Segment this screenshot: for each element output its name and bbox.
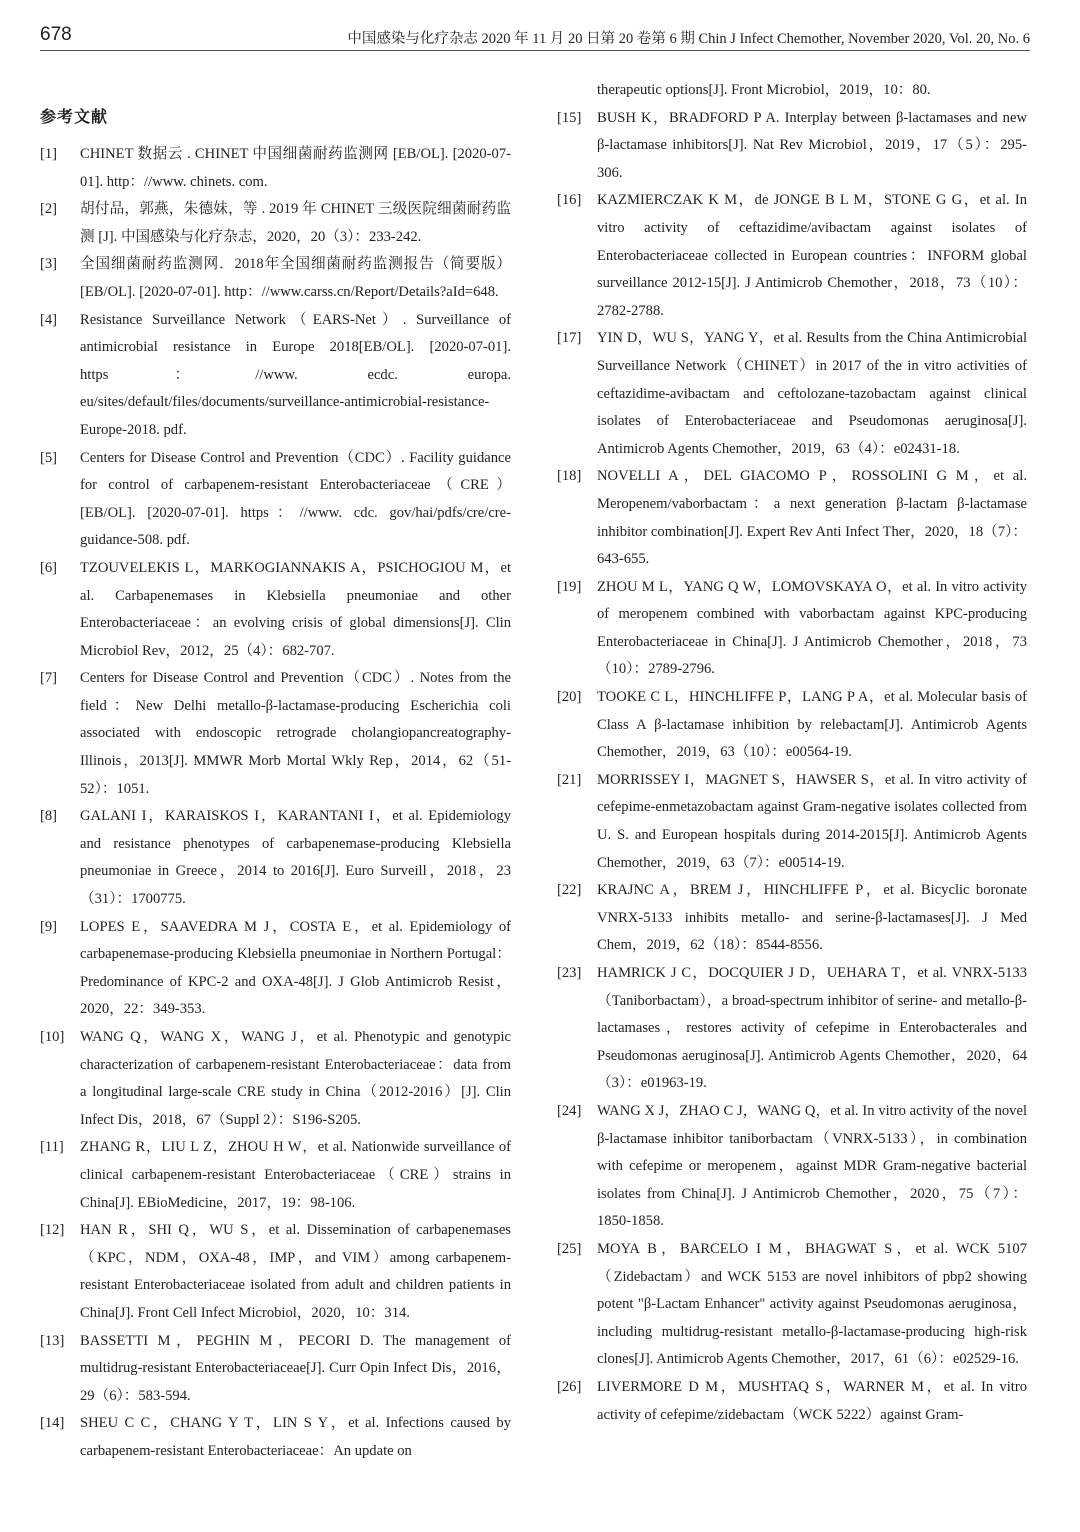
reference-text: NOVELLI A，DEL GIACOMO P，ROSSOLINI G M，et al. Meropenem/vaborbactam：a next generation β-lactam β-lactamase inhibitor combination[J]. Expert Rev Anti Infect Ther，2020，18（7）：643-655.: [597, 468, 1027, 568]
reference-number: [10]: [40, 1029, 65, 1045]
reference-text: WANG X J，ZHAO C J，WANG Q，et al. In vitro activity of the novel β-lactamase inhibitor taniborbactam（VNRX-5133），in combination with cefepime or meropenem，against MDR Gram-negative bacterial isolates from China[J]. J Antimicrob Chemother，2020，75（7）：1850-1858.: [597, 1102, 1027, 1230]
reference-number: [21]: [557, 771, 582, 788]
reference-number: [4]: [40, 311, 58, 328]
reference-item: [40, 1410, 511, 1465]
reference-item: [557, 325, 1027, 463]
reference-text: BASSETTI M，PEGHIN M，PECORI D. The management of multidrug-resistant Enterobacteriaceae[J]. Curr Opin Infect Dis，2016，29（6）：583-594.: [80, 1332, 511, 1404]
reference-item: [557, 1236, 1027, 1374]
reference-number: [9]: [40, 918, 58, 935]
reference-number: [5]: [40, 449, 58, 466]
references-heading: 参考文献: [40, 107, 109, 126]
reference-text: LIVERMORE D M，MUSHTAQ S，WARNER M，et al. In vitro activity of cefepime/zidebactam（WCK 5222）against Gram-: [597, 1378, 1027, 1423]
reference-text: 胡付品，郭燕，朱德妹，等 . 2019 年 CHINET 三级医院细菌耐药监测 [J]. 中国感染与化疗杂志，2020，20（3）：233-242.: [80, 201, 511, 245]
reference-number: [20]: [557, 689, 582, 706]
reference-item: [557, 187, 1027, 325]
reference-text: Resistance Surveillance Network（EARS-Net）. Surveillance of antimicrobial resistance in Europe 2018[EB/OL]. [2020-07-01]. https：//www. ecdc. europa. eu/sites/default/files/documents/surveillance-antimicrobial-resistance-Europe-2018. pdf.: [80, 311, 511, 438]
reference-item: [40, 251, 511, 306]
reference-item: [40, 1134, 511, 1217]
reference-item: [40, 307, 511, 445]
reference-text: SHEU C C，CHANG Y T，LIN S Y，et al. Infections caused by carbapenem-resistant Enterobacteriaceae：An update on: [80, 1415, 511, 1459]
reference-text: KAZMIERCZAK K M，de JONGE B L M，STONE G G，et al. In vitro activity of ceftazidime/avibactam against isolates of Enterobacteriaceae collected in European countries：INFORM global surveillance 2012-15[J]. J Antimicrob Chemother，2018，73（10）：2782-2788.: [597, 192, 1027, 319]
reference-item: [557, 877, 1027, 960]
reference-text: MORRISSEY I，MAGNET S，HAWSER S，et al. In vitro activity of cefepime-enmetazobactam against Gram-negative isolates collected from U. S. and European hospitals during 2014-2015[J]. Antimicrob Agents Chemother，2019，63（7）：e00514-19.: [597, 771, 1027, 871]
reference-number: [12]: [40, 1222, 65, 1239]
reference-number: [8]: [40, 808, 58, 825]
reference-item: [557, 767, 1027, 877]
reference-item: [40, 665, 511, 803]
reference-number: [2]: [40, 201, 58, 218]
reference-number: [22]: [557, 882, 582, 899]
reference-item: [557, 960, 1027, 1098]
reference-item: [40, 555, 511, 665]
reference-item: [40, 141, 511, 196]
reference-number: [6]: [40, 559, 58, 576]
reference-text: TZOUVELEKIS L，MARKOGIANNAKIS A，PSICHOGIOU M，et al. Carbapenemases in Klebsiella pneumoniae and other Enterobacteriaceae：an evolving crisis of global dimensions[J]. Clin Microbiol Rev，2012，25（4）：682-707.: [80, 559, 511, 659]
reference-number: [18]: [557, 468, 582, 485]
reference-continuation: therapeutic options[J]. Front Microbiol，2019，10：80.: [597, 82, 931, 98]
reference-text: Centers for Disease Control and Prevention（CDC）. Notes from the field：New Delhi metallo-β-lactamase-producing Escherichia coli associated with endoscopic retrograde cholangiopancreatography-Illinois，2013[J]. MMWR Morb Mortal Wkly Rep，2014，62（51-52）：1051.: [80, 670, 511, 797]
reference-item: [40, 1024, 511, 1134]
reference-item: [557, 463, 1027, 573]
reference-item: [40, 914, 511, 1024]
reference-number: [23]: [557, 965, 582, 981]
running-title: 中国感染与化疗杂志 2020 年 11 月 20 日第 20 卷第 6 期 Chin J Infect Chemother, November 2020, Vol. 20, No. 6: [347, 31, 1030, 47]
reference-number: [19]: [557, 578, 582, 595]
reference-number: [26]: [557, 1378, 582, 1395]
reference-text: MOYA B，BARCELO I M，BHAGWAT S，et al. WCK 5107（Zidebactam）and WCK 5153 are novel inhibitors of pbp2 showing potent "β-Lactam Enhancer" activity against Pseudomonas aeruginosa，including multidrug-resistant metallo-β-lactamase-producing high-risk clones[J]. Antimicrob Agents Chemother，2017，61（6）：e02529-16.: [597, 1240, 1027, 1368]
reference-text: BUSH K，BRADFORD P A. Interplay between β-lactamases and new β-lactamase inhibitors[J]. Nat Rev Microbiol，2019，17（5）：295-306.: [597, 109, 1027, 181]
right-reference-column: [557, 77, 1027, 1429]
reference-number: [24]: [557, 1102, 582, 1119]
reference-text: TOOKE C L，HINCHLIFFE P，LANG P A，et al. Molecular basis of Class A β-lactamase inhibition by relebactam[J]. Antimicrob Agents Chemother，2019，63（10）：e00564-19.: [597, 689, 1027, 761]
running-header: [40, 24, 1030, 51]
reference-number: [1]: [40, 146, 58, 162]
reference-item: [40, 445, 511, 555]
reference-text: HAMRICK J C，DOCQUIER J D，UEHARA T，et al. VNRX-5133（Taniborbactam），a broad-spectrum inhibitor of serine- and metallo-β-lactamases，restores activity of cefepime in Enterobacterales and Pseudomonas aeruginosa[J]. Antimicrob Agents Chemother，2020，64（3）：e01963-19.: [597, 965, 1027, 1092]
reference-item: [557, 105, 1027, 188]
reference-item: [557, 684, 1027, 767]
reference-item: [557, 1374, 1027, 1429]
reference-number: [11]: [40, 1139, 64, 1156]
reference-number: [25]: [557, 1240, 582, 1257]
left-reference-column: [40, 141, 511, 1466]
reference-text: WANG Q，WANG X，WANG J，et al. Phenotypic and genotypic characterization of carbapenem-resistant Enterobacteriaceae：data from a longitudinal large-scale CRE study in China（2012-2016）[J]. Clin Infect Dis，2018，67（Suppl 2）：S196-S205.: [80, 1029, 511, 1128]
reference-number: [3]: [40, 256, 58, 273]
reference-number: [14]: [40, 1415, 65, 1432]
reference-number: [13]: [40, 1332, 65, 1349]
reference-text: LOPES E，SAAVEDRA M J，COSTA E，et al. Epidemiology of carbapenemase-producing Klebsiella pneumoniae in Northern Portugal：Predominance of KPC-2 and OXA-48[J]. J Glob Antimicrob Resist，2020，22：349-353.: [80, 918, 511, 1018]
page-number: 678: [40, 24, 72, 45]
reference-text: CHINET 数据云 . CHINET 中国细菌耐药监测网 [EB/OL]. [2020-07-01]. http：//www. chinets. com.: [80, 146, 511, 190]
reference-text: ZHANG R，LIU L Z，ZHOU H W，et al. Nationwide surveillance of clinical carbapenem-resistant Enterobacteriaceae（CRE）strains in China[J]. EBioMedicine，2017，19：98-106.: [80, 1139, 511, 1211]
reference-text: 全国细菌耐药监测网．2018年全国细菌耐药监测报告（简要版）[EB/OL]. [2020-07-01]. http：//www.carss.cn/Report/Details?aId=648.: [80, 256, 511, 300]
reference-number: [17]: [557, 330, 582, 347]
reference-text: ZHOU M L，YANG Q W，LOMOVSKAYA O，et al. In vitro activity of meropenem combined with vaborbactam against KPC-producing Enterobacteriaceae in China[J]. J Antimicrob Chemother，2018，73（10）：2789-2796.: [597, 578, 1027, 678]
reference-text: YIN D，WU S，YANG Y，et al. Results from the China Antimicrobial Surveillance Network（CHINET）in 2017 of the in vitro activities of ceftazidime-avibactam and ceftolozane-tazobactam against clinical isolates of Enterobacteriaceae and Pseudomonas aeruginosa[J]. Antimicrob Agents Chemother，2019，63（4）：e02431-18.: [597, 330, 1027, 457]
reference-item: [557, 574, 1027, 684]
reference-item: [40, 1328, 511, 1411]
reference-text: Centers for Disease Control and Prevention（CDC）. Facility guidance for control of carbapenem-resistant Enterobacteriaceae（CRE）[EB/OL]. [2020-07-01]. https：//www. cdc. gov/hai/pdfs/cre/cre-guidance-508. pdf.: [80, 449, 511, 549]
reference-item: [40, 1217, 511, 1327]
reference-text: KRAJNC A，BREM J，HINCHLIFFE P，et al. Bicyclic boronate VNRX-5133 inhibits metallo- and serine-β-lactamases[J]. J Med Chem，2019，62（18）：8544-8556.: [597, 882, 1027, 954]
reference-item: [40, 803, 511, 913]
reference-item: [557, 1098, 1027, 1236]
reference-text: GALANI I，KARAISKOS I，KARANTANI I，et al. Epidemiology and resistance phenotypes of carbapenemase-producing Klebsiella pneumoniae in Greece，2014 to 2016[J]. Euro Surveill，2018，23（31）：1700775.: [80, 808, 511, 908]
reference-item: [40, 196, 511, 251]
reference-number: [7]: [40, 670, 58, 687]
reference-number: [16]: [557, 192, 582, 209]
reference-number: [15]: [557, 109, 582, 126]
reference-text: HAN R，SHI Q，WU S，et al. Dissemination of carbapenemases（KPC，NDM，OXA-48，IMP，and VIM）among carbapenem-resistant Enterobacteriaceae isolated from adult and children patients in China[J]. Front Cell Infect Microbiol，2020，10：314.: [80, 1222, 511, 1321]
